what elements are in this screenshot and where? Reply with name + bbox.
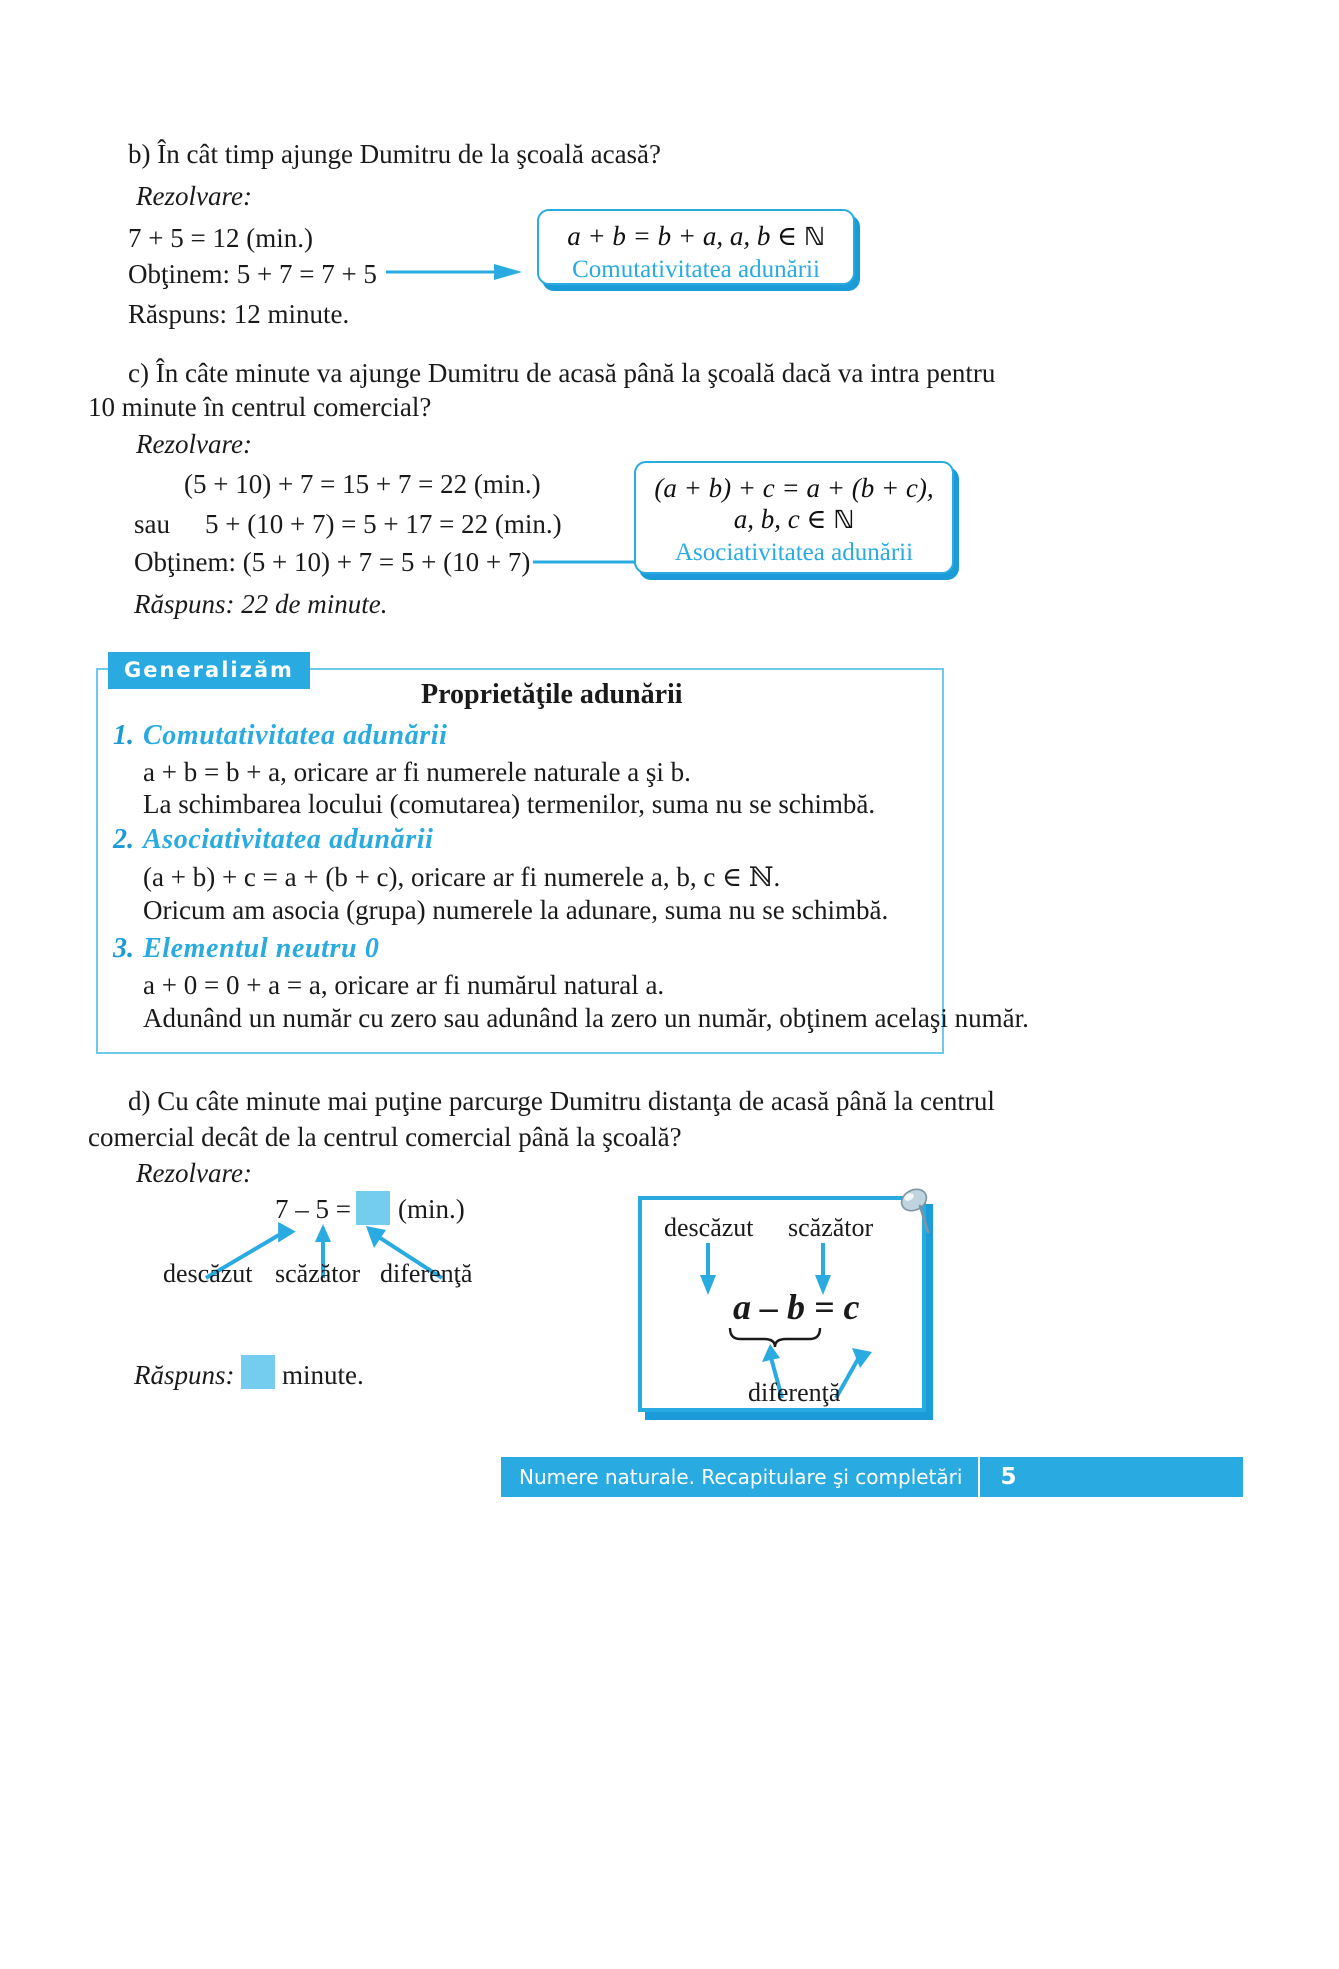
- section-b-line1: 7 + 5 = 12 (min.): [128, 223, 313, 253]
- section-b-rezolvare-label: Rezolvare:: [136, 181, 252, 211]
- answer-blank-raspuns[interactable]: [241, 1355, 275, 1389]
- section-c-question-line2: 10 minute în centrul comercial?: [88, 392, 432, 422]
- commutativity-callout: [537, 209, 855, 285]
- label-scazator: scăzător: [275, 1259, 361, 1288]
- section-c-line1: (5 + 10) + 7 = 15 + 7 = 22 (min.): [184, 469, 541, 499]
- label-descazut: descăzut: [163, 1259, 253, 1288]
- associativity-formula-line1: (a + b) + c = a + (b + c),: [654, 473, 934, 503]
- property-3-heading: Elementul neutru 0: [143, 933, 380, 964]
- section-d-raspuns: Răspuns: minute.: [134, 1355, 364, 1393]
- diagram-label-diferenta: diferenţă: [748, 1378, 841, 1407]
- property-2-rule: (a + b) + c = a + (b + c), oricare ar fi numerele a, b, c ∈ ℕ.: [143, 862, 781, 892]
- section-d-equation-left: 7 – 5 =: [275, 1194, 351, 1224]
- property-1-explanation: La schimbarea locului (comutarea) termenilor, suma nu se schimbă.: [143, 789, 876, 819]
- section-c-raspuns: Răspuns: 22 de minute.: [134, 589, 388, 619]
- section-d-equation-right: (min.): [398, 1194, 465, 1224]
- commutativity-caption: Comutativitatea adunării: [572, 256, 820, 283]
- arrow-to-commutativity-box: [386, 258, 526, 284]
- pushpin-icon: [892, 1186, 936, 1240]
- associativity-callout: [634, 461, 954, 574]
- diagram-label-scazator: scăzător: [788, 1213, 874, 1242]
- section-c-line3: Obţinem: (5 + 10) + 7 = 5 + (10 + 7): [134, 547, 531, 577]
- generalizam-tab: Generalizăm: [108, 652, 310, 689]
- footer-bar: [501, 1457, 1243, 1497]
- section-d-question-line1: d) Cu câte minute mai puţine parcurge Dumitru distanţa de acasă până la centrul: [128, 1086, 995, 1116]
- property-3-explanation: Adunând un număr cu zero sau adunând la zero un număr, obţinem acelaşi număr.: [143, 1003, 1029, 1033]
- section-c-question-line1: c) În câte minute va ajunge Dumitru de acasă până la şcoală dacă va intra pentru: [128, 358, 996, 388]
- property-1-number: 1.: [113, 720, 134, 751]
- commutativity-formula: a + b = b + a, a, b ∈ ℕ: [567, 221, 825, 251]
- section-c-line2-prefix: sau: [134, 509, 170, 539]
- diagram-label-descazut: descăzut: [664, 1213, 754, 1242]
- section-c-rezolvare-label: Rezolvare:: [136, 429, 252, 459]
- section-b-line2: Obţinem: 5 + 7 = 7 + 5: [128, 259, 377, 289]
- section-c-line2: 5 + (10 + 7) = 5 + 17 = 22 (min.): [205, 509, 562, 539]
- property-1-rule: a + b = b + a, oricare ar fi numerele naturale a şi b.: [143, 757, 691, 787]
- section-d-rezolvare-label: Rezolvare:: [136, 1158, 252, 1188]
- label-diferenta: diferenţă: [380, 1259, 473, 1288]
- footer-section-title: Numere naturale. Recapitulare şi completări: [519, 1465, 963, 1489]
- associativity-caption: Asociativitatea adunării: [674, 539, 914, 566]
- associativity-formula-line2: a, b, c ∈ ℕ: [733, 504, 855, 534]
- generalizam-title: Proprietăţile adunării: [421, 679, 683, 710]
- property-2-explanation: Oricum am asocia (grupa) numerele la adunare, suma nu se schimbă.: [143, 895, 889, 925]
- section-b-raspuns: Răspuns: 12 minute.: [128, 299, 350, 329]
- section-b-question: b) În cât timp ajunge Dumitru de la şcoală acasă?: [128, 139, 662, 169]
- property-2-heading: Asociativitatea adunării: [143, 824, 434, 855]
- page-number: 5: [1000, 1464, 1017, 1490]
- diagram-formula: a – b = c: [733, 1287, 860, 1327]
- property-1-heading: Comutativitatea adunării: [143, 720, 448, 751]
- property-2-number: 2.: [113, 824, 134, 855]
- property-3-number: 3.: [113, 933, 134, 964]
- section-d-question-line2: comercial decât de la centrul comercial până la şcoală?: [88, 1122, 682, 1152]
- answer-blank-difference[interactable]: [356, 1191, 390, 1225]
- property-3-rule: a + 0 = 0 + a = a, oricare ar fi numărul natural a.: [143, 970, 665, 1000]
- diagram-brace: [728, 1326, 824, 1348]
